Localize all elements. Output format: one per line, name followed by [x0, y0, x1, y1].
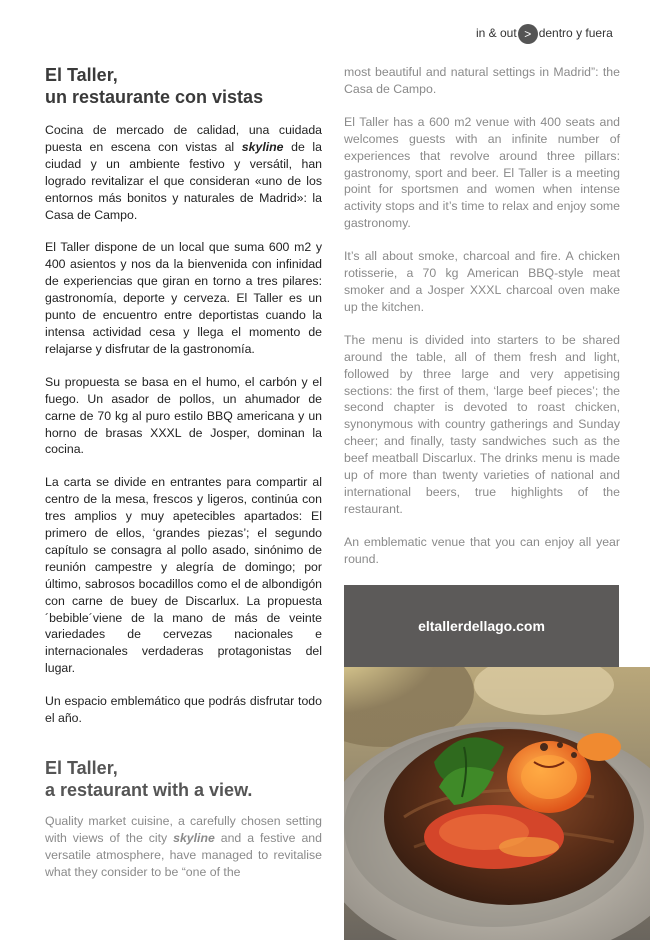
spanish-paragraph-5: Un espacio emblemático que podrás disfrutar todo el año. [45, 694, 322, 726]
en-p1-b: and a festive and versatile atmosphere, have managed to revitalise what they consider to be “one of the [45, 830, 322, 879]
english-title [45, 757, 322, 801]
right-column [344, 64, 620, 584]
food-photo [344, 667, 650, 940]
spanish-paragraph-4: La carta se divide en entrantes para compartir al centro de la mesa, frescos y ligeros, continúa con tres amplios y muy apetecibles apartados: El primero de ellos, ‘grandes piezas’; el segundo capítulo se consagra al pollo asado, sinónimo de reunión campestre y alegría de domingo; por último, sabrosos bocadillos como el de albondigón con carne de buey de Discarlux. La propuesta ´bebible´viene de la mano de más de veinte variedades de cervezas nacionales e internacionales verdaderas protagonistas del lugar. [45, 475, 322, 676]
english-title-line1: El Taller, [45, 758, 118, 778]
english-paragraph-3: It’s all about smoke, charcoal and fire. A chicken rotisserie, a 70 kg American BBQ-style meat smoker and a Josper XXXL charcoal oven make up the kitchen. [344, 249, 620, 314]
english-paragraph-2: El Taller has a 600 m2 venue with 400 seats and welcomes guests with an infinite number of experiences that revolve around three pillars: gastronomy, sport and beer. El Taller is a meeting point for sportsmen and women when intense activity stops and it’s time to relax and enjoy some gastronomy. [344, 114, 620, 231]
es-p1-a: Cocina de mercado de calidad, una cuidada puesta en escena con vistas al [45, 123, 322, 154]
section-header [476, 24, 613, 44]
spanish-title [45, 64, 322, 108]
es-p1-skyline: skyline [241, 139, 284, 154]
english-title-line2: a restaurant with a view. [45, 780, 253, 800]
header-in-out: in & out [476, 26, 517, 41]
english-paragraph-1 [45, 813, 322, 881]
spanish-paragraph-1 [45, 122, 322, 223]
english-paragraph-5: An emblematic venue that you can enjoy all year round. [344, 534, 620, 566]
website-link[interactable]: eltallerdellago.com [418, 618, 545, 634]
es-p1-b: de la ciudad y un ambiente festivo y versátil, han logrado revitalizar el que consideran «uno de los entornos más bonitos y naturales de Madrid»: la Casa de Campo. [45, 139, 322, 222]
header-arrow-icon: > [518, 24, 538, 44]
en-p1-skyline: skyline [173, 830, 215, 845]
english-paragraph-4: The menu is divided into starters to be shared around the table, all of them fresh and light, followed by three large and very appetising sections: the first of them, ‘large beef pieces’; the second chapter is devoted to roast chicken, synonymous with country gatherings and Sunday cheer; and finally, tasty sandwiches such as the beef meatball Discarlux. The drinks menu is made up of more than twenty varieties of national and international beers, true highlights of the restaurant. [344, 332, 620, 516]
english-body-start [45, 813, 322, 881]
english-paragraph-1-cont: most beautiful and natural settings in Madrid”: the Casa de Campo. [344, 65, 620, 96]
spanish-title-line1: El Taller, [45, 65, 118, 85]
english-section [45, 757, 322, 881]
spanish-paragraph-2: El Taller dispone de un local que suma 600 m2 y 400 asientos y nos da la bienvenida con infinidad de experiencias que giran en torno a tres pilares: gastronomía, deporte y cerveza. El Taller es un punto de encuentro entre deportistas cuando la intensa actividad cesa y llega el momento de relajarse y disfrutar de la gastronomía. [45, 240, 322, 356]
spanish-paragraph-3: Su propuesta se basa en el humo, el carbón y el fuego. Un asador de pollos, un ahumador de carne de 70 kg al puro estilo BBQ americana y un horno de brasas XXXL de Josper, dominan la cocina. [45, 374, 322, 457]
website-banner [344, 585, 619, 667]
spanish-title-line2: un restaurante con vistas [45, 87, 264, 107]
spanish-body [45, 122, 322, 727]
header-dentro-fuera: dentro y fuera [538, 26, 613, 41]
scallop-dish-image [344, 667, 650, 940]
left-column [45, 64, 322, 897]
en-p1-a: Quality market cuisine, a carefully chosen setting with views of the city [45, 814, 322, 845]
